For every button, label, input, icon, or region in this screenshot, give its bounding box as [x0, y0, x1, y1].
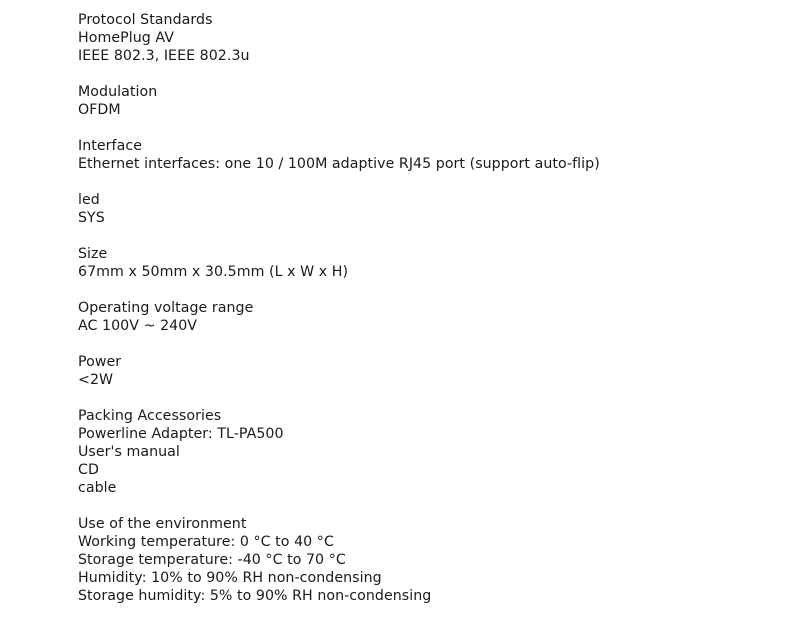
- spec-section-modulation: [78, 83, 778, 119]
- spec-section-packing-accessories: [78, 407, 778, 497]
- spec-heading: Modulation: [78, 84, 158, 100]
- spec-value: AC 100V ~ 240V: [78, 318, 198, 334]
- spec-document: [78, 11, 778, 623]
- spec-value: Ethernet interfaces: one 10 / 100M adaptive RJ45 port (support auto-flip): [78, 156, 600, 172]
- spec-section-power: [78, 353, 778, 389]
- spec-value: Powerline Adapter: TL-PA500: [78, 426, 284, 442]
- spec-value: cable: [78, 480, 117, 496]
- spec-value: 67mm x 50mm x 30.5mm (L x W x H): [78, 264, 349, 280]
- spec-value: HomePlug AV: [78, 30, 174, 46]
- spec-section-operating-voltage: [78, 299, 778, 335]
- spec-value: User's manual: [78, 444, 180, 460]
- spec-heading: Use of the environment: [78, 516, 247, 532]
- spec-value: IEEE 802.3, IEEE 802.3u: [78, 48, 250, 64]
- spec-value: Humidity: 10% to 90% RH non-condensing: [78, 570, 382, 586]
- spec-heading: Interface: [78, 138, 142, 154]
- spec-heading: Size: [78, 246, 108, 262]
- spec-value: <2W: [78, 372, 114, 388]
- spec-value: SYS: [78, 210, 105, 226]
- spec-section-size: [78, 245, 778, 281]
- spec-value: CD: [78, 462, 99, 478]
- spec-heading: led: [78, 192, 100, 208]
- spec-section-interface: [78, 137, 778, 173]
- spec-heading: Operating voltage range: [78, 300, 254, 316]
- spec-section-led: [78, 191, 778, 227]
- spec-value: Working temperature: 0 °C to 40 °C: [78, 534, 334, 550]
- spec-section-protocol-standards: [78, 11, 778, 65]
- spec-value: Storage temperature: -40 °C to 70 °C: [78, 552, 346, 568]
- spec-heading: Protocol Standards: [78, 12, 213, 28]
- spec-heading: Power: [78, 354, 122, 370]
- spec-value: OFDM: [78, 102, 121, 118]
- spec-value: Storage humidity: 5% to 90% RH non-condensing: [78, 588, 432, 604]
- spec-heading: Packing Accessories: [78, 408, 222, 424]
- spec-section-environment: [78, 515, 778, 605]
